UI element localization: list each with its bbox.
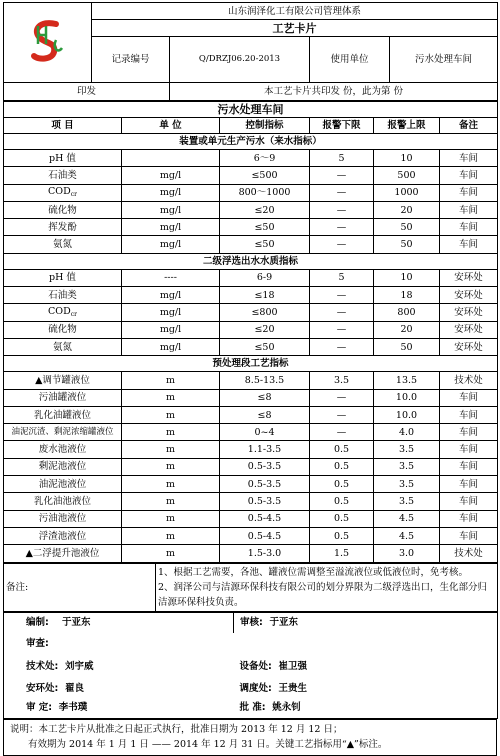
table-row (4, 184, 498, 201)
alarm-high: 3.5 (374, 441, 440, 458)
alarm-low: 3.5 (310, 372, 374, 389)
section-title-row (4, 134, 498, 150)
section-title-row (4, 356, 498, 372)
table-row (4, 338, 498, 355)
company-logo (4, 3, 92, 83)
table-row (4, 304, 498, 321)
alarm-low: — (310, 236, 374, 253)
table-row (4, 527, 498, 544)
control-range: 8.5-13.5 (220, 372, 310, 389)
remark: 车间 (440, 236, 498, 253)
remark: 车间 (440, 406, 498, 423)
table-row (4, 167, 498, 184)
alarm-high: 10.0 (374, 389, 440, 406)
item-name: ▲二浮提升池液位 (4, 545, 122, 562)
alarm-high: 3.0 (374, 545, 440, 562)
alarm-high: 20 (374, 321, 440, 338)
alarm-high: 500 (374, 167, 440, 184)
process-card (3, 2, 497, 756)
control-range: ≤20 (220, 321, 310, 338)
item-name: 浮渣池液位 (4, 527, 122, 544)
alarm-high: 50 (374, 236, 440, 253)
remark: 安环处 (440, 269, 498, 286)
dispatch-field: 调度处: 王贵生 (234, 678, 498, 698)
table-row (4, 476, 498, 493)
unit: m (122, 510, 220, 527)
footer-table (3, 719, 497, 756)
alarm-high: 20 (374, 201, 440, 218)
control-range: 0.5-3.5 (220, 493, 310, 510)
control-range: 1.1-3.5 (220, 441, 310, 458)
alarm-low: — (310, 201, 374, 218)
unit: mg/l (122, 201, 220, 218)
unit: mg/l (122, 219, 220, 236)
remark: 车间 (440, 476, 498, 493)
alarm-high: 18 (374, 287, 440, 304)
alarm-high: 3.5 (374, 493, 440, 510)
control-range: 6-9 (220, 269, 310, 286)
alarm-low: — (310, 167, 374, 184)
unit: mg/l (122, 167, 220, 184)
use-unit: 污水处理车间 (390, 37, 498, 83)
item-name: 污油罐液位 (4, 389, 122, 406)
item-name: 氨氮 (4, 338, 122, 355)
remark: 车间 (440, 458, 498, 475)
item-name: $COD_{cr}$ (4, 304, 122, 321)
remark: 技术处 (440, 545, 498, 562)
remark: 车间 (440, 184, 498, 201)
unit: m (122, 389, 220, 406)
alarm-high: 4.5 (374, 527, 440, 544)
alarm-low: — (310, 321, 374, 338)
item-name: 石油类 (4, 287, 122, 304)
remark: 车间 (440, 527, 498, 544)
signature-table (3, 612, 498, 719)
alarm-high: 4.0 (374, 424, 440, 441)
section-title: 装置或单元生产污水（来水指标） (4, 134, 498, 150)
control-range: 0~4 (220, 424, 310, 441)
column-header: 报警下限 (310, 118, 374, 134)
unit: mg/l (122, 321, 220, 338)
remark: 车间 (440, 424, 498, 441)
table-row (4, 424, 498, 441)
table-row (4, 545, 498, 562)
alarm-low: 5 (310, 150, 374, 167)
alarm-high: 10 (374, 150, 440, 167)
approve-field: 批 准: 姚永钊 (234, 698, 498, 718)
table-row (4, 493, 498, 510)
unit: mg/l (122, 184, 220, 201)
table-row (4, 441, 498, 458)
table-row (4, 269, 498, 286)
control-range: ≤50 (220, 338, 310, 355)
note-2: 2、润泽公司与洁源环保科技有限公司的划分界限为二级浮选出口，生化部分归洁源环保科技负责。 (158, 581, 488, 608)
check-field: 审查: (4, 633, 234, 654)
editor-name: 于亚东 (62, 617, 91, 629)
unit: mg/l (122, 236, 220, 253)
table-row (4, 510, 498, 527)
item-name: 污油池液位 (4, 510, 122, 527)
unit: m (122, 545, 220, 562)
remark: 技术处 (440, 372, 498, 389)
table-row (4, 321, 498, 338)
control-range: ≤800 (220, 304, 310, 321)
logo-icon (26, 18, 70, 64)
remark: 车间 (440, 219, 498, 236)
record-no-label: 记录编号 (92, 37, 170, 83)
alarm-low: 0.5 (310, 527, 374, 544)
alarm-low: — (310, 304, 374, 321)
unit: m (122, 476, 220, 493)
unit: m (122, 441, 220, 458)
notes-content (156, 563, 498, 611)
control-range: ≤50 (220, 219, 310, 236)
table-row (4, 219, 498, 236)
notes-table (3, 563, 498, 612)
unit: m (122, 424, 220, 441)
table-row (4, 201, 498, 218)
reviewer-name: 于亚东 (269, 617, 298, 629)
control-range: ≤8 (220, 389, 310, 406)
table-row (4, 236, 498, 253)
section-title: 预处理段工艺指标 (4, 356, 498, 372)
unit: m (122, 406, 220, 423)
alarm-high: 3.5 (374, 476, 440, 493)
item-name: 乳化油池液位 (4, 493, 122, 510)
item-name: 硫化物 (4, 321, 122, 338)
card-title-row (4, 102, 498, 118)
section-title-row (4, 253, 498, 269)
footer-line-2: 有效期为 2014 年 1 月 1 日 —— 2014 年 12 月 31 日。关键工艺指标用“▲”标注。 (28, 739, 388, 751)
control-range: 0.5-3.5 (220, 476, 310, 493)
unit: mg/l (122, 304, 220, 321)
unit: m (122, 372, 220, 389)
item-name: 废水池液位 (4, 441, 122, 458)
note-1: 1、根据工艺需要，各池、罐液位需调整至溢流液位或低液位时，免考核。 (158, 566, 469, 578)
remark: 车间 (440, 493, 498, 510)
control-range: 800～1000 (220, 184, 310, 201)
company-name: 山东润泽化工有限公司管理体系 (92, 3, 498, 20)
unit: m (122, 527, 220, 544)
item-name: 石油类 (4, 167, 122, 184)
control-range: ≤8 (220, 406, 310, 423)
alarm-low: — (310, 389, 374, 406)
issue-text: 本工艺卡片共印发 份，此为第 份 (170, 83, 498, 101)
remark: 安环处 (440, 287, 498, 304)
item-name: 挥发酚 (4, 219, 122, 236)
alarm-high: 1000 (374, 184, 440, 201)
audit-field: 审 定: 李书璞 (4, 698, 234, 718)
remark: 车间 (440, 441, 498, 458)
alarm-low: 0.5 (310, 476, 374, 493)
remark: 安环处 (440, 321, 498, 338)
record-no: Q/DRZJ06.20-2013 (170, 37, 310, 83)
remark: 车间 (440, 201, 498, 218)
alarm-low: — (310, 338, 374, 355)
column-header: 备注 (440, 118, 498, 134)
remark: 安环处 (440, 304, 498, 321)
control-range: 1.5-3.0 (220, 545, 310, 562)
control-range: ≤18 (220, 287, 310, 304)
alarm-low: 0.5 (310, 510, 374, 527)
unit: ---- (122, 269, 220, 286)
card-title: 污水处理车间 (4, 102, 498, 118)
table-row (4, 406, 498, 423)
reviewer-field: 审核: 于亚东 (234, 612, 498, 633)
item-name: 剩泥池液位 (4, 458, 122, 475)
unit (122, 150, 220, 167)
document-title: 工艺卡片 (92, 20, 498, 37)
footer-note (4, 719, 497, 755)
item-name: 油泥沉渣、剩泥浓缩罐液位 (4, 424, 122, 441)
alarm-low: — (310, 184, 374, 201)
alarm-low: 1.5 (310, 545, 374, 562)
column-header: 项 目 (4, 118, 122, 134)
unit: mg/l (122, 287, 220, 304)
item-name: $COD_{cr}$ (4, 184, 122, 201)
item-name: ▲调节罐液位 (4, 372, 122, 389)
item-name: 硫化物 (4, 201, 122, 218)
notes-label: 备注: (4, 563, 156, 611)
alarm-high: 50 (374, 219, 440, 236)
tech-field: 技术处: 刘宇威 (4, 654, 234, 678)
control-range: ≤500 (220, 167, 310, 184)
control-range: 0.5-4.5 (220, 527, 310, 544)
item-name: 氨氮 (4, 236, 122, 253)
table-row (4, 150, 498, 167)
item-name: 油泥池液位 (4, 476, 122, 493)
alarm-low: — (310, 406, 374, 423)
alarm-low: — (310, 219, 374, 236)
table-row (4, 372, 498, 389)
alarm-low: — (310, 424, 374, 441)
alarm-low: 0.5 (310, 458, 374, 475)
unit: m (122, 458, 220, 475)
item-name: pH 值 (4, 269, 122, 286)
item-name: pH 值 (4, 150, 122, 167)
alarm-high: 50 (374, 338, 440, 355)
equip-field: 设备处: 崔卫强 (234, 654, 498, 678)
remark: 安环处 (440, 338, 498, 355)
column-header: 单 位 (122, 118, 220, 134)
editor-field: 编制: 于亚东 (4, 612, 234, 633)
unit: m (122, 493, 220, 510)
footer-line-1: 说明：本工艺卡片从批准之日起正式执行，批准日期为 2013 年 12 月 12 日； (10, 724, 343, 736)
header-table (3, 2, 498, 101)
remark: 车间 (440, 510, 498, 527)
control-range: 0.5-3.5 (220, 458, 310, 475)
unit: mg/l (122, 338, 220, 355)
column-header-row (4, 118, 498, 134)
item-name: 乳化油罐液位 (4, 406, 122, 423)
control-range: 6～9 (220, 150, 310, 167)
remark: 车间 (440, 167, 498, 184)
remark: 车间 (440, 150, 498, 167)
alarm-low: — (310, 287, 374, 304)
table-row (4, 458, 498, 475)
remark: 车间 (440, 389, 498, 406)
column-header: 报警上限 (374, 118, 440, 134)
alarm-high: 13.5 (374, 372, 440, 389)
alarm-high: 10.0 (374, 406, 440, 423)
use-unit-label: 使用单位 (310, 37, 390, 83)
alarm-low: 0.5 (310, 441, 374, 458)
column-header: 控制指标 (220, 118, 310, 134)
control-range: ≤20 (220, 201, 310, 218)
alarm-high: 3.5 (374, 458, 440, 475)
section-title: 二级浮选出水水质指标 (4, 253, 498, 269)
table-row (4, 389, 498, 406)
issue-label: 印发 (4, 83, 170, 101)
indicator-body (4, 102, 498, 563)
alarm-low: 5 (310, 269, 374, 286)
control-range: ≤50 (220, 236, 310, 253)
alarm-high: 10 (374, 269, 440, 286)
alarm-high: 800 (374, 304, 440, 321)
safety-field: 安环处: 翟良 (4, 678, 234, 698)
indicator-table (3, 101, 498, 563)
alarm-high: 4.5 (374, 510, 440, 527)
control-range: 0.5-4.5 (220, 510, 310, 527)
table-row (4, 287, 498, 304)
alarm-low: 0.5 (310, 493, 374, 510)
